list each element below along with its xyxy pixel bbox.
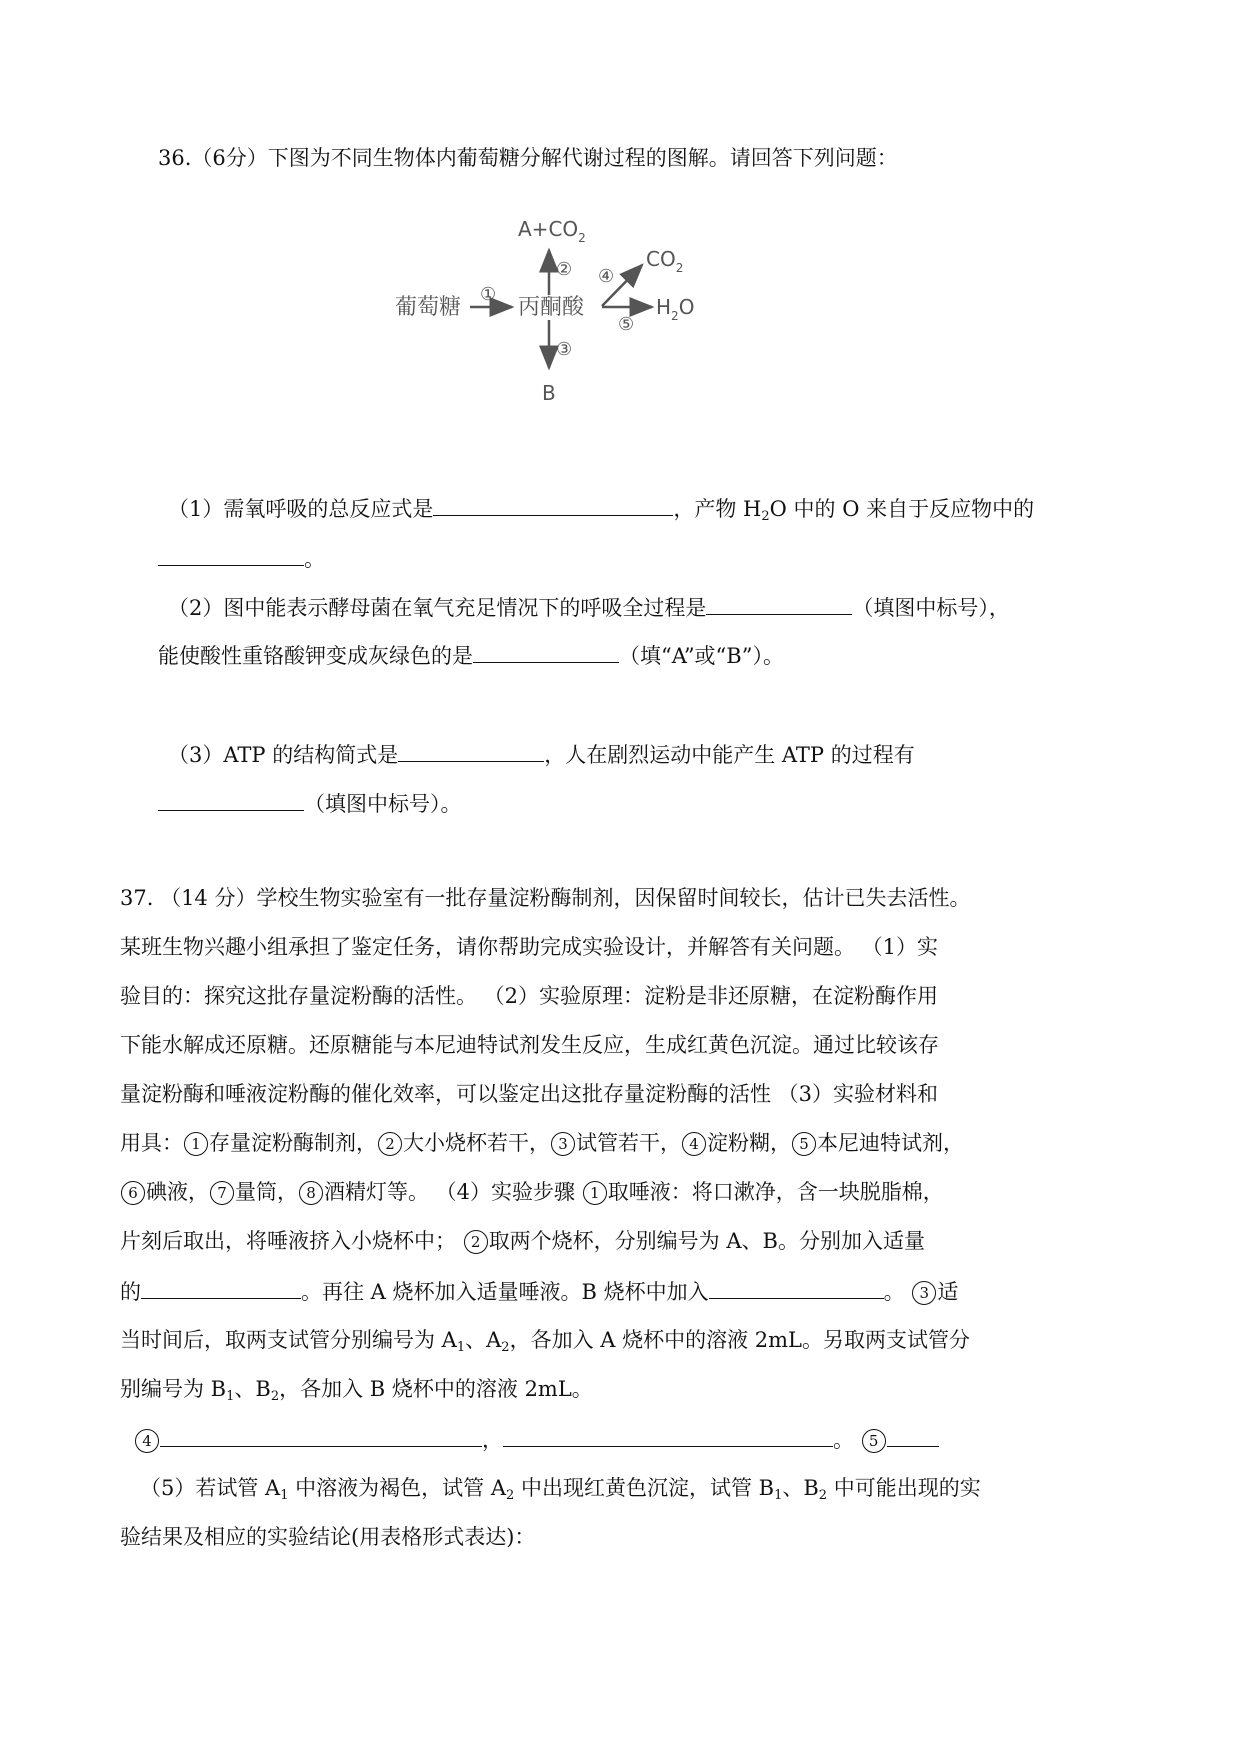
answer-blank-9[interactable] [160, 1424, 482, 1447]
answer-blank-4[interactable] [473, 640, 619, 663]
q37-line1: 37. （14 分）学校生物实验室有一批存量淀粉酶制剂，因保留时间较长，估计已失去活性。 [120, 886, 971, 910]
h2o-label: $H_2O$ [656, 295, 695, 323]
answer-blank-3[interactable] [706, 592, 852, 615]
glucose-metabolism-diagram [395, 210, 810, 465]
circle-num-2b: 2 [464, 1230, 488, 1254]
step-5-label: ⑤ [618, 314, 635, 335]
pyruvate-label: 丙酮酸 [518, 295, 585, 320]
co2-label: $CO_2$ [646, 247, 684, 275]
circle-num-3: 3 [551, 1132, 575, 1156]
product-a-co2-label: $A+CO_2$ [518, 217, 586, 245]
circle-num-4: 4 [682, 1132, 706, 1156]
circle-num-5: 5 [792, 1132, 816, 1156]
q37-line3: 验目的：探究这批存量淀粉酶的活性。 （2）实验原理：淀粉是非还原糖，在淀粉酶作用 [120, 984, 939, 1008]
circle-num-6: 6 [121, 1181, 145, 1205]
answer-blank-2[interactable] [158, 543, 304, 566]
step-4-label: ④ [598, 266, 615, 287]
circle-num-5b: 5 [862, 1429, 886, 1453]
answer-blank-5[interactable] [398, 739, 544, 762]
q37-line4: 下能水解成还原糖。还原糖能与本尼迪特试剂发生反应，生成红黄色沉淀。通过比较该存 [120, 1033, 939, 1057]
circle-num-2: 2 [378, 1132, 402, 1156]
step-2-label: ② [556, 259, 573, 280]
product-b-label: B [542, 381, 556, 405]
q37-line11: 别编号为 $B_1$、$B_2$，各加入 B 烧杯中的溶液 2mL。 [120, 1377, 593, 1404]
answer-blank-11[interactable] [887, 1424, 939, 1447]
glucose-label: 葡萄糖 [395, 295, 462, 320]
step-1-label: ① [480, 284, 497, 305]
q36-part3-line1: （3）ATP 的结构简式是 ，人在剧烈运动中能产生 ATP 的过程有 [168, 739, 915, 770]
q36-part1-line1: （1）需氧呼吸的总反应式是 ，产物 $H_2O$ 中的 O 来自于反应物中的 [168, 493, 1034, 524]
circle-num-7: 7 [210, 1181, 234, 1205]
circle-num-1b: 1 [583, 1181, 607, 1205]
answer-blank-7[interactable] [141, 1276, 301, 1299]
q37-line6: 用具： 1 存量淀粉酶制剂， 2 大小烧杯若干， 3 试管若干， 4 淀粉糊， 5 本尼迪特试剂， [120, 1131, 964, 1155]
q37-line13: （5）若试管 $A_1$ 中溶液为褐色，试管 $A_2$ 中出现红黄色沉淀，试管 $B_1$、$B_2$ 中可能出现的实 [140, 1476, 981, 1503]
q36-intro: 36.（6分）下图为不同生物体内葡萄糖分解代谢过程的图解。请回答下列问题： [158, 146, 898, 170]
q36-part1-line2: 。 [158, 543, 325, 574]
q36-part2-line1: （2）图中能表示酵母菌在氧气充足情况下的呼吸全过程是 （填图中标号）， [168, 592, 1010, 623]
answer-blank-10[interactable] [503, 1424, 833, 1447]
q37-line10: 当时间后，取两支试管分别编号为 $A_1$、$A_2$，各加入 A 烧杯中的溶液 2mL。另取两支试管分 [120, 1328, 970, 1355]
q37-line7: 6 碘液， 7 量筒， 8 酒精灯等。 （4）实验步骤 1 取唾液：将口漱净，含一块脱脂棉， [120, 1177, 944, 1207]
circle-num-4b: 4 [135, 1429, 159, 1453]
q37-line8: 片刻后取出，将唾液挤入小烧杯中； 2 取两个烧杯，分别编号为 A、B。分别加入适量 [120, 1229, 925, 1253]
step-3-label: ③ [556, 339, 573, 360]
circle-num-1: 1 [184, 1132, 208, 1156]
q37-line2: 某班生物兴趣小组承担了鉴定任务，请你帮助完成实验设计，并解答有关问题。 （1）实 [120, 935, 939, 959]
answer-blank-6[interactable] [158, 788, 304, 811]
q37-line14: 验结果及相应的实验结论(用表格形式表达)： [120, 1525, 536, 1549]
answer-blank-1[interactable] [433, 493, 673, 516]
q37-line5: 量淀粉酶和唾液淀粉酶的催化效率，可以鉴定出这批存量淀粉酶的活性 （3）实验材料和 [120, 1082, 939, 1106]
answer-blank-8[interactable] [709, 1276, 884, 1299]
circle-num-8: 8 [299, 1181, 323, 1205]
q36-part3-line2: （填图中标号）。 [158, 788, 462, 819]
q36-part2-line2: 能使酸性重铬酸钾变成灰绿色的是 （填“A”或“B”）。 [158, 640, 784, 671]
circle-num-3b: 3 [912, 1281, 936, 1305]
q37-line12: 4 ， 。 5 [134, 1424, 939, 1455]
q37-line9: 的 。再往 A 烧杯加入适量唾液。B 烧杯中加入 。 3 适 [120, 1276, 958, 1307]
